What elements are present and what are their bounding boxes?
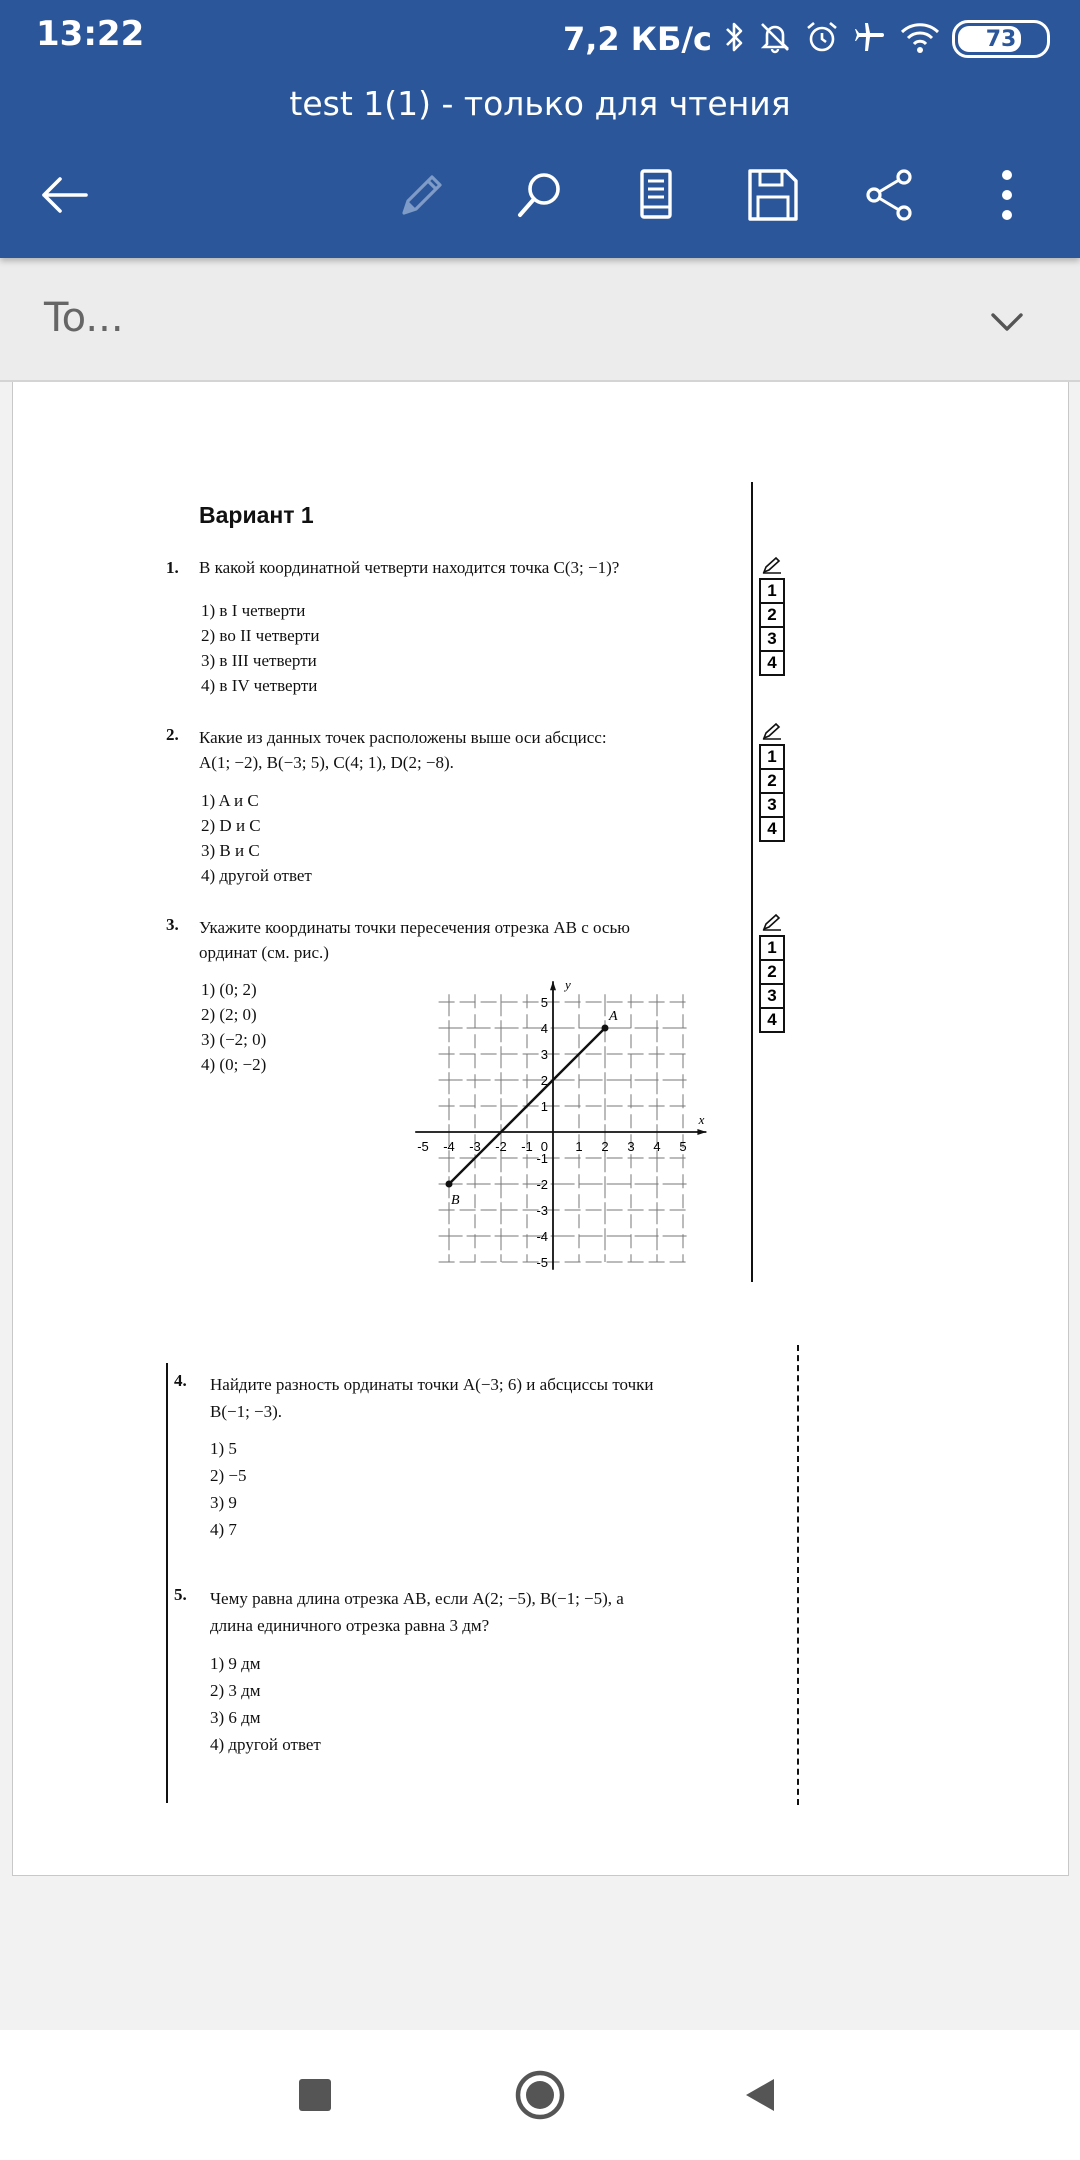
coordinate-graph <box>405 975 725 1275</box>
answer-box-3-2[interactable]: 2 <box>759 959 785 985</box>
question-2-text <box>199 725 607 775</box>
answer-box-3-3[interactable]: 3 <box>759 983 785 1009</box>
back-arrow-icon <box>34 165 94 225</box>
app-bar <box>0 0 1080 258</box>
edit-button[interactable] <box>382 155 462 235</box>
x-tick-label: -1 <box>521 1139 533 1154</box>
battery-icon <box>952 20 1050 58</box>
x-tick-label: -3 <box>469 1139 481 1154</box>
y-tick-label: 4 <box>540 1021 548 1036</box>
lower-block-left-border <box>166 1363 168 1803</box>
question-4-option-2: 2) −5 <box>210 1466 247 1485</box>
airplane-icon <box>852 19 888 60</box>
question-3-option-2: 2) (2; 0) <box>201 1005 257 1024</box>
more-vert-icon <box>977 165 1037 225</box>
x-tick-label: 3 <box>627 1139 635 1154</box>
question-2-option-2: 2) D и C <box>201 816 261 835</box>
save-icon <box>742 165 802 225</box>
answer-pencil-icon <box>762 913 782 936</box>
lower-block-right-border <box>797 1345 799 1805</box>
answer-box-2-1[interactable]: 1 <box>759 744 785 770</box>
answer-box-1-3[interactable]: 3 <box>759 626 785 652</box>
x-tick-label: 1 <box>575 1139 583 1154</box>
nav-back-button[interactable] <box>740 2075 780 2115</box>
recent-apps-button[interactable] <box>295 2075 335 2115</box>
question-1-option-1: 1) в I четверти <box>201 601 306 620</box>
y-tick-label: 3 <box>540 1047 548 1062</box>
x-tick-label: 5 <box>679 1139 687 1154</box>
y-tick-label: -1 <box>536 1151 548 1166</box>
question-3-text-line-2: ординат (см. рис.) <box>199 943 329 962</box>
bluetooth-icon <box>724 20 746 59</box>
save-button[interactable] <box>732 155 812 235</box>
question-3-option-3: 3) (−2; 0) <box>201 1030 267 1049</box>
y-tick-label: 5 <box>540 995 548 1010</box>
question-5-text-line-2: длина единичного отрезка равна 3 дм? <box>210 1616 490 1635</box>
y-tick-label: -4 <box>536 1229 548 1244</box>
network-speed: 7,2 КБ/с <box>562 20 712 58</box>
answer-pencil-icon <box>762 722 782 745</box>
point-b <box>446 1181 453 1188</box>
point-b-label: B <box>451 1193 460 1208</box>
question-2-option-4: 4) другой ответ <box>201 866 312 885</box>
wifi-icon <box>900 20 940 59</box>
question-1-text: В какой координатной четверти находится точка C(3; −1)? <box>199 558 620 577</box>
question-5-options <box>210 1650 321 1758</box>
more-options-button[interactable] <box>967 155 1047 235</box>
question-3-text-line-1: Укажите координаты точки пересечения отрезка AB с осью <box>199 918 630 937</box>
question-3-option-4: 4) (0; −2) <box>201 1055 267 1074</box>
question-3-options <box>201 977 266 1077</box>
question-4-option-4: 4) 7 <box>210 1520 237 1539</box>
graph-grid <box>439 994 689 1262</box>
answer-box-3-1[interactable]: 1 <box>759 935 785 961</box>
question-4-text-line-1: Найдите разность ординаты точки A(−3; 6) и абсциссы точки <box>210 1375 654 1394</box>
question-4-options <box>210 1435 247 1543</box>
reading-mode-icon <box>626 165 686 225</box>
question-2-text-line-2: A(1; −2), B(−3; 5), C(4; 1), D(2; −8). <box>199 753 454 772</box>
question-1-options <box>201 598 319 698</box>
question-3-number: 3. <box>166 915 179 934</box>
alarm-icon <box>804 19 840 60</box>
question-4-option-3: 3) 9 <box>210 1493 237 1512</box>
y-tick-label: 2 <box>540 1073 548 1088</box>
answer-box-1-4[interactable]: 4 <box>759 650 785 676</box>
question-2-number: 2. <box>166 725 179 744</box>
answer-box-1-1[interactable]: 1 <box>759 578 785 604</box>
bell-off-icon <box>758 20 792 59</box>
variant-title: Вариант 1 <box>199 502 314 528</box>
search-icon <box>510 165 570 225</box>
recent-apps-icon <box>295 2075 335 2115</box>
y-tick-label: -5 <box>536 1255 548 1270</box>
x-tick-label: -2 <box>495 1139 507 1154</box>
question-5-option-4: 4) другой ответ <box>210 1735 321 1754</box>
chevron-down-icon <box>985 300 1029 344</box>
status-icons <box>563 14 1050 64</box>
home-button[interactable] <box>514 2069 566 2121</box>
question-4-number: 4. <box>174 1371 187 1390</box>
question-2-text-line-1: Какие из данных точек расположены выше оси абсцисс: <box>199 728 607 747</box>
question-4-option-1: 1) 5 <box>210 1439 237 1458</box>
pencil-icon <box>392 165 452 225</box>
origin-label: 0 <box>540 1139 548 1154</box>
x-tick-label: 4 <box>653 1139 661 1154</box>
y-tick-label: -3 <box>536 1203 548 1218</box>
search-button[interactable] <box>500 155 580 235</box>
question-5-option-3: 3) 6 дм <box>210 1708 261 1727</box>
answer-box-2-4[interactable]: 4 <box>759 816 785 842</box>
question-3-option-1: 1) (0; 2) <box>201 980 257 999</box>
ribbon-tab-label[interactable]: To... <box>44 295 124 341</box>
back-button[interactable] <box>24 155 104 235</box>
question-1-number: 1. <box>166 558 179 577</box>
answer-pencil-icon <box>762 556 782 579</box>
battery-level: 73 <box>985 26 1017 52</box>
answer-box-2-3[interactable]: 3 <box>759 792 785 818</box>
y-tick-label: 1 <box>540 1099 548 1114</box>
x-axis-arrow <box>697 1129 706 1135</box>
x-axis-label: x <box>698 1112 705 1127</box>
question-3-text <box>199 915 630 965</box>
x-tick-label: -5 <box>417 1139 429 1154</box>
question-1-option-4: 4) в IV четверти <box>201 676 318 695</box>
question-5-number: 5. <box>174 1585 187 1604</box>
question-4-text <box>210 1371 654 1425</box>
question-2-options <box>201 788 312 888</box>
y-axis-label: y <box>565 977 571 992</box>
point-a <box>602 1025 609 1032</box>
answer-box-3-4[interactable]: 4 <box>759 1007 785 1033</box>
share-icon <box>860 165 920 225</box>
question-1-option-3: 3) в III четверти <box>201 651 317 670</box>
question-5-text-line-1: Чему равна длина отрезка AB, если A(2; −5), B(−1; −5), а <box>210 1589 624 1608</box>
question-5-text <box>210 1585 624 1639</box>
answer-box-2-2[interactable]: 2 <box>759 768 785 794</box>
question-2-option-3: 3) B и C <box>201 841 260 860</box>
document-title: test 1(1) - только для чтения <box>289 84 791 123</box>
graph-segment-ab <box>446 1009 619 1208</box>
question-4-text-line-2: B(−1; −3). <box>210 1402 283 1421</box>
question-5-option-2: 2) 3 дм <box>210 1681 261 1700</box>
point-a-label: A <box>609 1009 618 1024</box>
ribbon-strip[interactable] <box>0 258 1080 382</box>
status-time: 13:22 <box>36 14 145 54</box>
back-icon <box>740 2075 780 2115</box>
y-axis-arrow <box>550 981 556 990</box>
x-tick-label: 2 <box>601 1139 609 1154</box>
share-button[interactable] <box>850 155 930 235</box>
question-1-option-2: 2) во II четверти <box>201 626 320 645</box>
x-tick-label: -4 <box>443 1139 455 1154</box>
expand-ribbon-button[interactable] <box>985 300 1029 344</box>
graph-axes <box>415 977 706 1270</box>
home-icon <box>514 2069 566 2121</box>
y-tick-label: -2 <box>536 1177 548 1192</box>
reading-mode-button[interactable] <box>616 155 696 235</box>
question-2-option-1: 1) A и C <box>201 791 259 810</box>
answer-box-1-2[interactable]: 2 <box>759 602 785 628</box>
question-5-option-1: 1) 9 дм <box>210 1654 261 1673</box>
section-divider-line <box>751 482 753 1282</box>
